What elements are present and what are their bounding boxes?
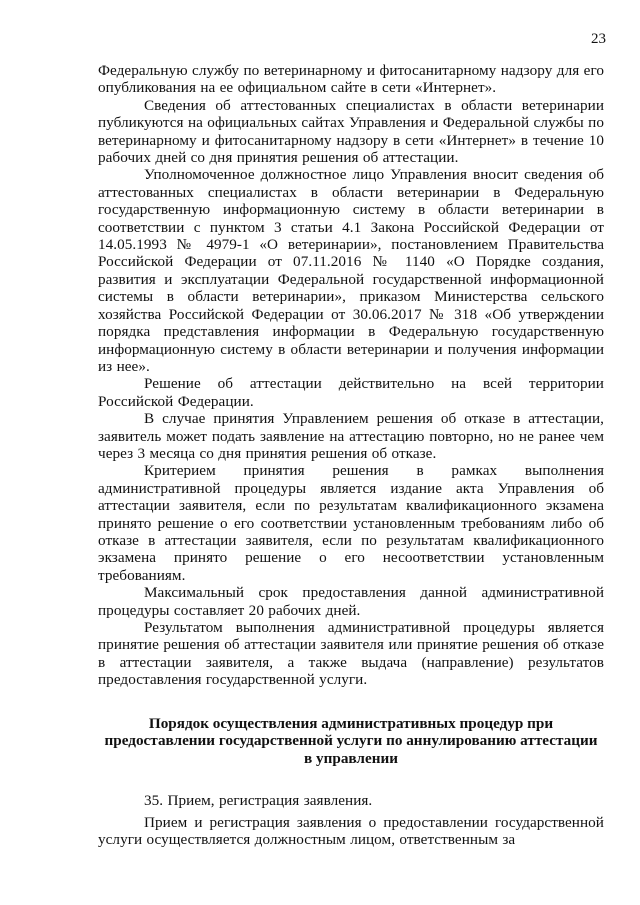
- paragraph-7: Максимальный срок предоставления данной административной процедуры составляет 20 рабочих дней.: [98, 584, 604, 619]
- paragraph-6: Критерием принятия решения в рамках выполнения административной процедуры является издание акта Управления об аттестации заявителя, если по результатам квалификационного экзамена принято решение о его соответствии установленным требованиям либо об отказе в аттестации заявителя, если по результатам квалификационного экзамена принято решение о его несоответствии установленным требованиям.: [98, 462, 604, 584]
- paragraph-3: Уполномоченное должностное лицо Управления вносит сведения об аттестованных специалистах в области ветеринарии в Федеральную государственную информационную систему в области ветеринарии в соответствии с пунктом 3 статьи 4.1 Закона Российской Федерации от 14.05.1993 № 4979-1 «О ветеринарии», постановлением Правительства Российской Федерации от 07.11.2016 № 1140 «О Порядке создания, развития и эксплуатации Федеральной государственной информационной системы в области ветеринарии», приказом Министерства сельского хозяйства Российской Федерации от 30.06.2017 № 318 «Об утверждении порядка представления информации в Федеральную государственную информационную систему в области ветеринарии и получения информации из нее».: [98, 166, 604, 375]
- body-after-heading: [98, 792, 604, 848]
- paragraph-2: Сведения об аттестованных специалистах в области ветеринарии публикуются на официальных сайтах Управления и Федеральной службы по ветеринарному и фитосанитарному надзору в сети «Интернет» в течение 10 рабочих дней со дня принятия решения об аттестации.: [98, 96, 604, 167]
- section-heading: Порядок осуществления административных процедур при предоставлении государственной услуги по аннулированию аттестации в управлении: [104, 714, 598, 767]
- paragraph-9: 35. Прием, регистрация заявления.: [144, 792, 373, 810]
- paragraph-8: Результатом выполнения административной процедуры является принятие решения об аттестации заявителя или принятие решения об отказе в аттестации заявителя, а также выдача (направление) результатов предоставления государственной услуги.: [98, 619, 604, 689]
- body-before-heading: [98, 62, 604, 689]
- paragraph-5: В случае принятия Управлением решения об отказе в аттестации, заявитель может подать заявление на аттестацию повторно, но не ранее чем через 3 месяца со дня принятия решения об отказе.: [98, 410, 604, 462]
- paragraph-10: Прием и регистрация заявления о предоставлении государственной услуги осуществляется должностным лицом, ответственным за: [98, 813, 604, 849]
- page-number: 23: [591, 31, 606, 47]
- paragraph-4: Решение об аттестации действительно на всей территории Российской Федерации.: [98, 375, 604, 410]
- paragraph-1: Федеральную службу по ветеринарному и фитосанитарному надзору для его опубликования на ее официальном сайте в сети «Интернет».: [98, 62, 604, 97]
